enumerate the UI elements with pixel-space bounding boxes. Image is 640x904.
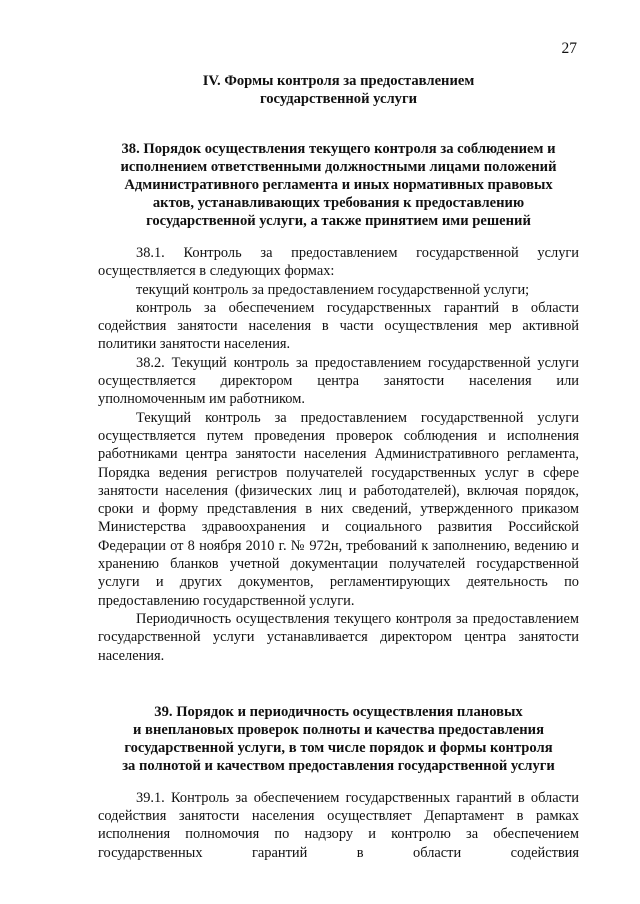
subsection-title-line: государственной услуги, а также принятием ими решений [146, 213, 531, 229]
section-39-text [98, 789, 579, 862]
paragraph-38-1-item-2: контроль за обеспечением государственных гарантий в области содействия занятости населения в части осуществления мер активной политики занятости населения. [98, 299, 579, 353]
subsection-38-title [98, 140, 579, 230]
subsection-title-line: государственной услуги, в том числе порядок и формы контроля [124, 739, 553, 756]
section-38-text [98, 244, 579, 665]
paragraph-current-control: Текущий контроль за предоставлением государственной услуги осуществляется путем проведения проверок соблюдения и исполнения работниками центра занятости населения Административного регламента, Порядка ведения регистров получателей государственных услуг в сфере занятости населения (физических лиц и работодателей), включая порядок, сроки и форму представления в них сведений, утвержденного приказом Министерства здравоохранения и социального развития Российской Федерации от 8 ноября 2010 г. № 972н, требований к заполнению, ведению и хранению бланков учетной документации получателей государственной услуги и других документов, регламентирующих деятельность по предоставлению государственной услуги. [98, 409, 579, 609]
subsection-title-line: за полнотой и качеством предоставления государственной услуги [122, 757, 555, 774]
subsection-title-line: 39. Порядок и периодичность осуществления плановых [154, 703, 523, 720]
subsection-title-line: Административного регламента и иных нормативных правовых [124, 177, 553, 193]
subsection-title-line: и внеплановых проверок полноты и качества предоставления [133, 721, 544, 738]
page-number: 27 [561, 40, 577, 57]
paragraph-periodicity: Периодичность осуществления текущего контроля за предоставлением государственной услуги устанавливается директором центра занятости населения. [98, 610, 579, 664]
section-title [98, 72, 579, 108]
paragraph-38-1: 38.1. Контроль за предоставлением государственной услуги осуществляется в следующих формах: [98, 245, 579, 280]
paragraph-39-1: 39.1. Контроль за обеспечением государственных гарантий в области содействия занятости населения осуществляет Департамент в рамках исполнения полномочия по надзору и контролю за обеспечением государственных гарантий в области содействия [98, 789, 579, 861]
subsection-title-line: актов, устанавливающих требования к предоставлению [152, 195, 525, 211]
paragraph-38-1-item-1: текущий контроль за предоставлением государственной услуги; [136, 281, 530, 298]
paragraph-38-2: 38.2. Текущий контроль за предоставлением государственной услуги осуществляется директором центра занятости населения или уполномоченным им работником. [98, 354, 579, 408]
section-title-line: государственной услуги [259, 91, 418, 107]
document-body [98, 72, 579, 862]
subsection-39-title [98, 703, 579, 775]
section-title-line: IV. Формы контроля за предоставлением [202, 73, 475, 89]
subsection-title-line: исполнением ответственными должностными лицами положений [120, 159, 557, 175]
subsection-title-line: 38. Порядок осуществления текущего контроля за соблюдением и [121, 141, 556, 157]
